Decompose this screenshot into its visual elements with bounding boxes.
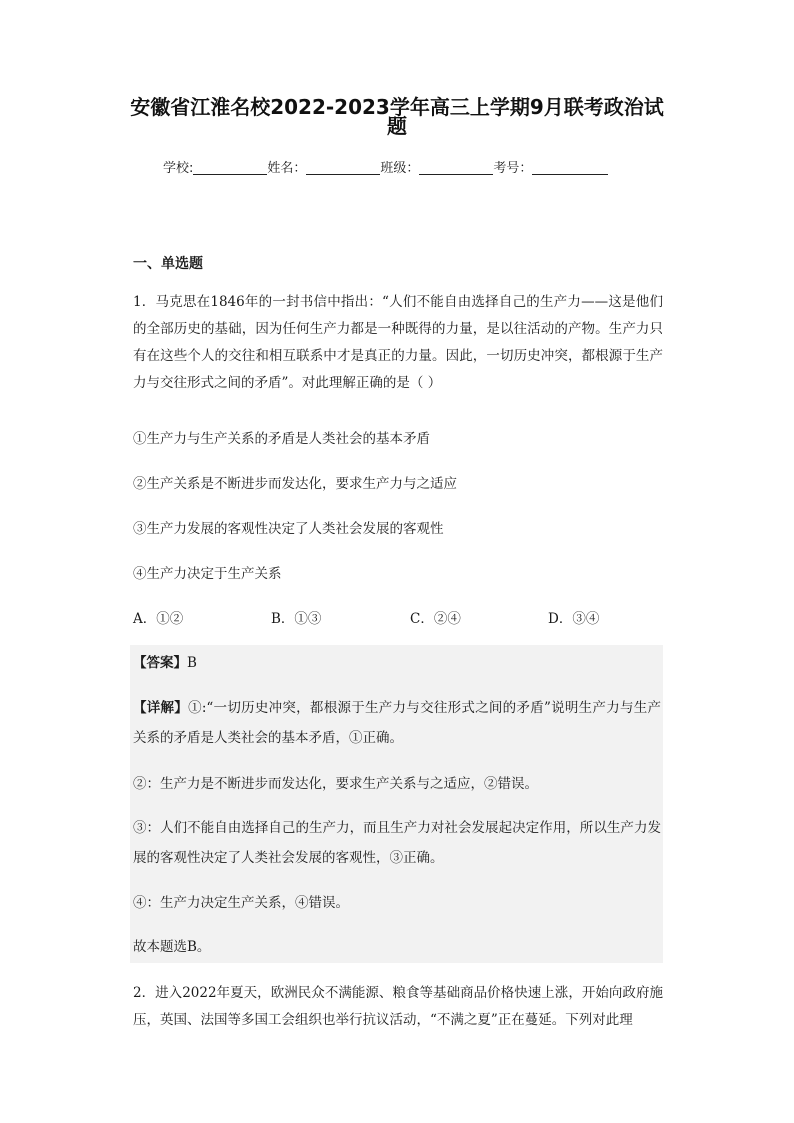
detail-text-1: ①:“一切历史冲突，都根源于生产力与交往形式之间的矛盾”说明生产力与生产关系的矛盾是人类社会的基本矛盾，①正确。: [133, 700, 662, 746]
detail-para-1: [133, 693, 661, 753]
class-blank[interactable]: [419, 160, 493, 175]
option-c[interactable]: C．②④: [410, 611, 461, 627]
detail-label: 【详解】: [133, 700, 189, 716]
doc-title-line1: 安徽省江淮名校2022-2023学年高三上学期9月联考政治试: [130, 95, 664, 119]
q1-item-4: ④生产力决定于生产关系: [133, 566, 282, 582]
detail-para-4: ④：生产力决定生产关系，④错误。: [133, 895, 349, 911]
q1-options: [133, 607, 653, 627]
detail-para-2: ②：生产力是不断进步而发达化，要求生产关系与之适应，②错误。: [133, 776, 538, 792]
number-label: 考号：: [493, 161, 533, 176]
name-label: 姓名：: [267, 161, 307, 176]
q1-stem: 1．马克思在1846年的一封书信中指出：“人们不能自由选择自己的生产力——这是他们的全部历史的基础，因为任何生产力都是一种既得的力量，是以往活动的产物。生产力只有在这些个人的交往和相互联系中才是真正的力量。因此，一切历史冲突，都根源于生产力与交往形式之间的矛盾”。对此理解正确的是（ ）: [133, 294, 663, 391]
q1-item-2: ②生产关系是不断进步而发达化，要求生产力与之适应: [133, 476, 457, 492]
conclusion: 故本题选B。: [133, 939, 211, 955]
class-label: 班级：: [380, 161, 420, 176]
number-blank[interactable]: [532, 160, 608, 175]
answer-line: [133, 653, 197, 673]
option-b[interactable]: B．①③: [271, 611, 322, 627]
name-blank[interactable]: [306, 160, 380, 175]
q2-stem: 2．进入2022年夏天，欧洲民众不满能源、粮食等基础商品价格快速上涨，开始向政府施压，英国、法国等多国工会组织也举行抗议活动，“不满之夏”正在蔓延。下列对此理: [133, 985, 663, 1028]
answer-label: 【答案】: [133, 655, 187, 671]
option-a[interactable]: A．①②: [133, 611, 184, 627]
doc-title-line2: 题: [387, 114, 407, 138]
detail-para-3: ③：人们不能自由选择自己的生产力，而且生产力对社会发展起决定作用，所以生产力发展的客观性决定了人类社会发展的客观性，③正确。: [133, 820, 661, 866]
q1-item-3: ③生产力发展的客观性决定了人类社会发展的客观性: [133, 521, 444, 537]
student-info-row: [163, 160, 608, 178]
school-blank[interactable]: [193, 160, 267, 175]
option-d[interactable]: D．③④: [548, 611, 600, 627]
answer-value: B: [187, 655, 197, 671]
school-label: 学校:: [163, 161, 194, 176]
q1-item-1: ①生产力与生产关系的矛盾是人类社会的基本矛盾: [133, 431, 430, 447]
section-title: 一、单选题: [133, 256, 203, 272]
